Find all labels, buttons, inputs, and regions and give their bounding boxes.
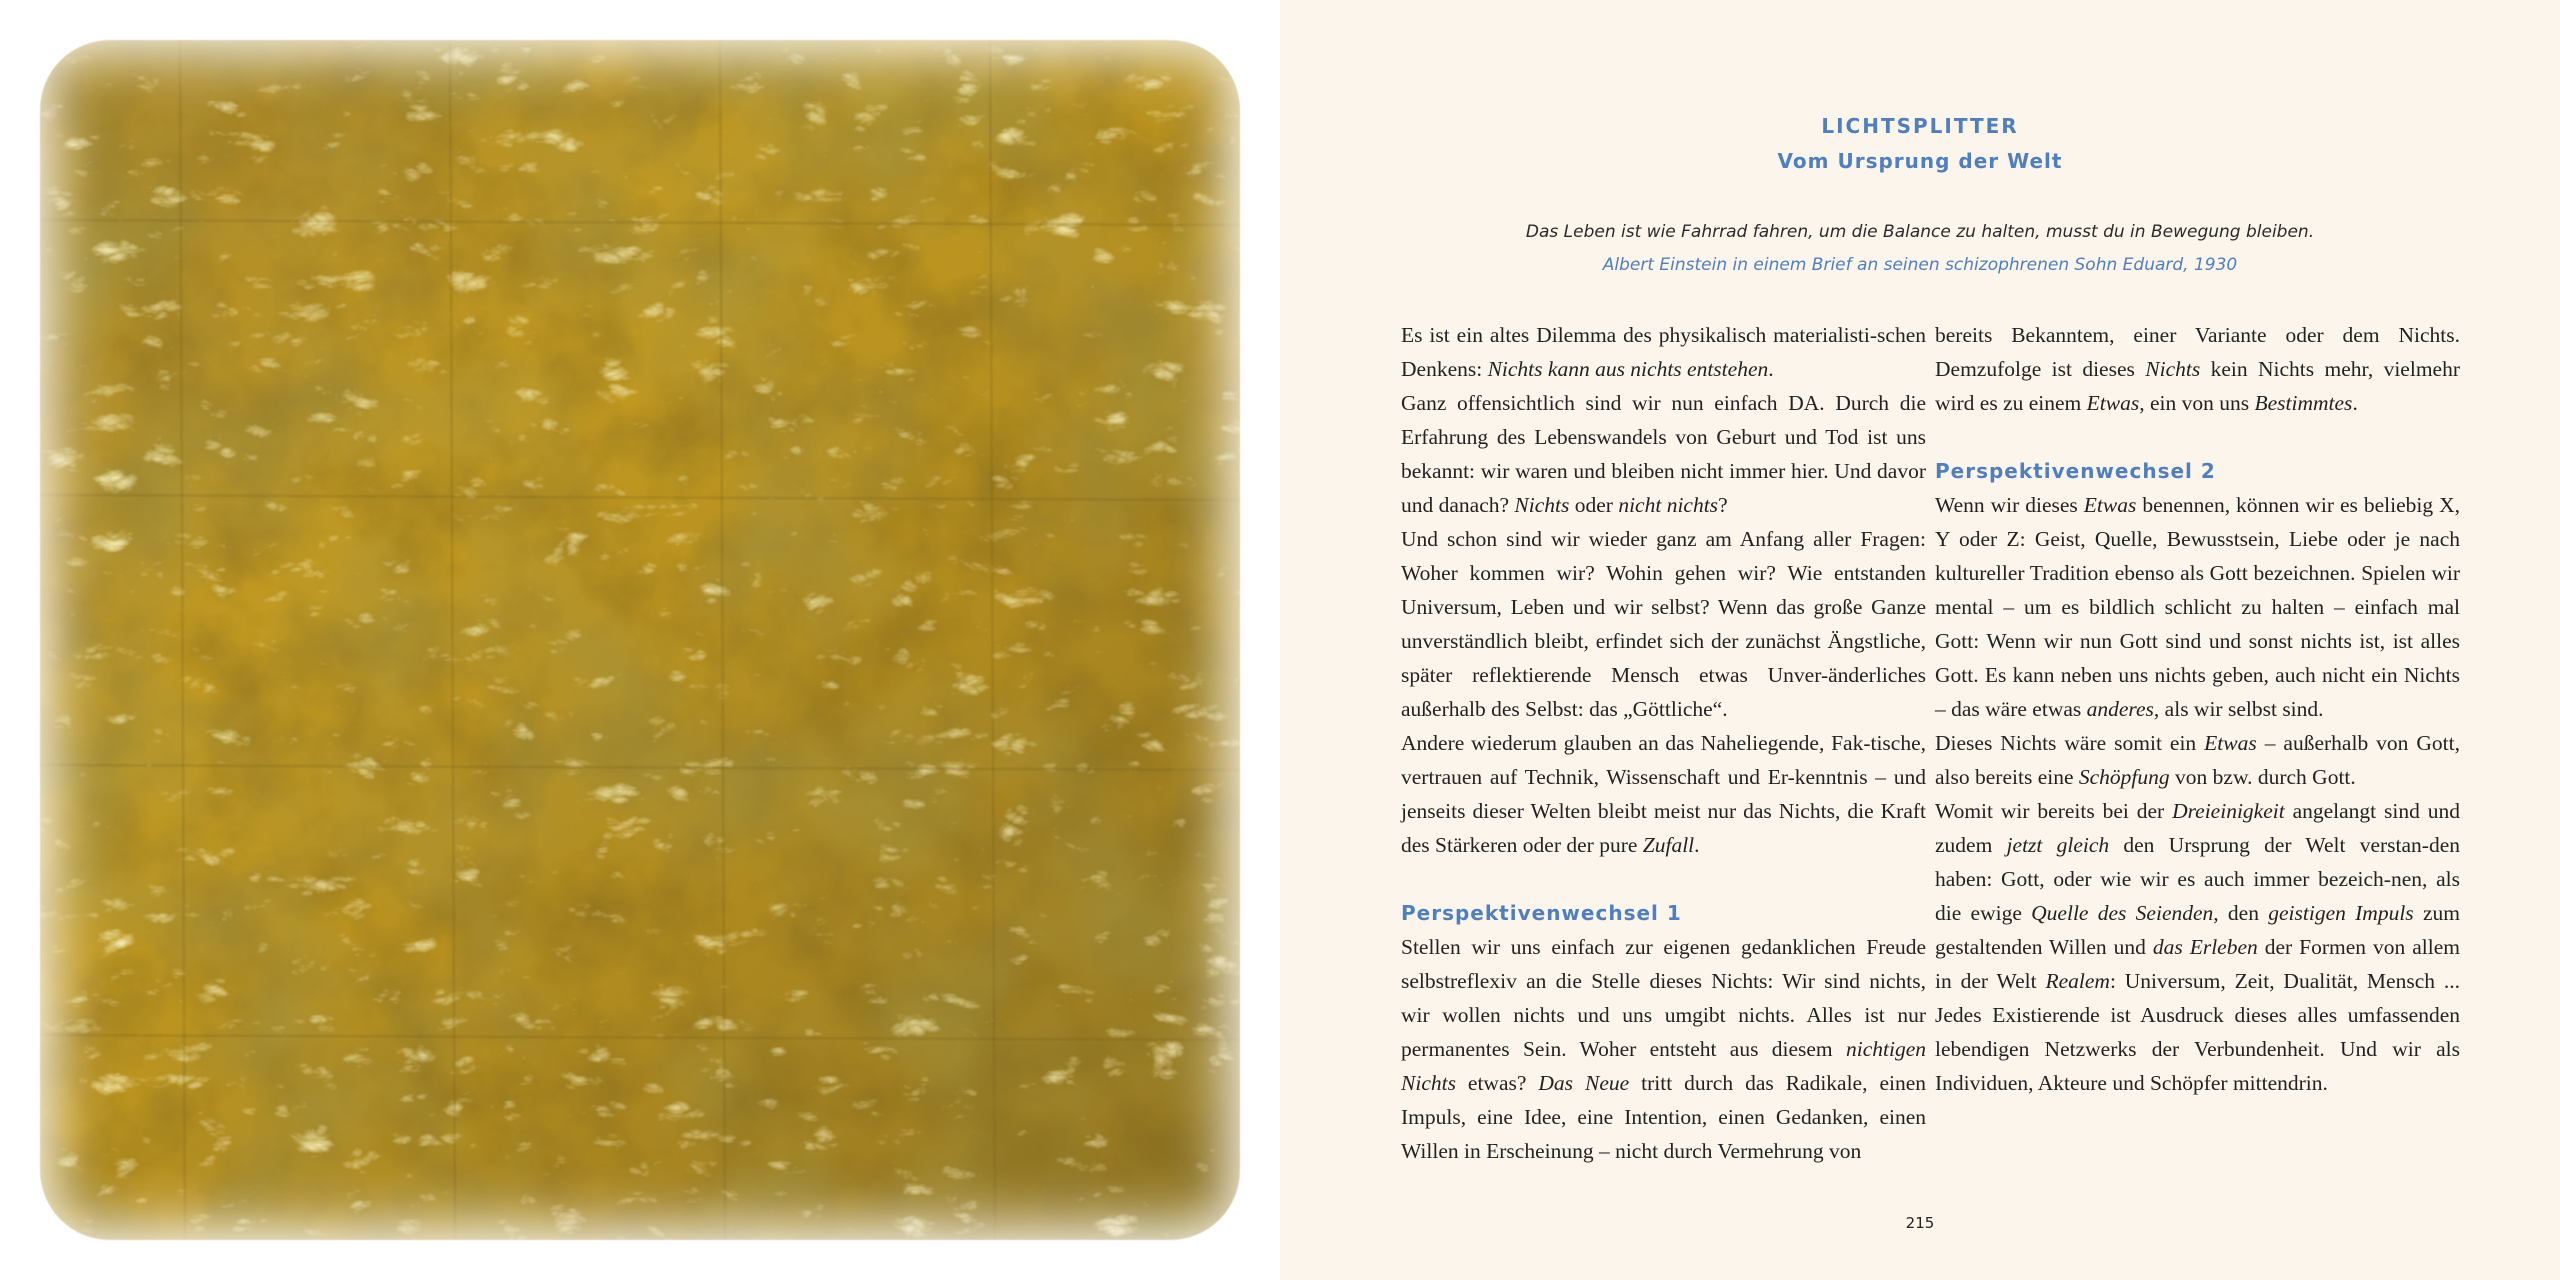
- section-spacer: [1401, 862, 1926, 896]
- paragraph: Andere wiederum glauben an das Naheliegende, Fak-tische, vertrauen auf Technik, Wissenschaft und Er-kenntnis – und jenseits dieser Welten bleibt meist nur das Nichts, die Kraft des Stärkeren oder der pure Zufall.: [1401, 731, 1926, 857]
- emphasis: Bestimmtes: [2254, 391, 2353, 415]
- paragraph: bereits Bekanntem, einer Variante oder dem Nichts. Demzufolge ist dieses Nichts kein Nichts mehr, vielmehr wird es zu einem Etwas, ein von uns Bestimmtes.: [1935, 323, 2460, 415]
- emphasis: Quelle des Seienden: [2031, 901, 2214, 925]
- page-number: 215: [1905, 1214, 1935, 1232]
- gold-leaf-texture: [40, 40, 1240, 1240]
- emphasis: das Erleben: [2152, 935, 2258, 959]
- paragraph: Wenn wir dieses Etwas benennen, können wir es beliebig X, Y oder Z: Geist, Quelle, Bewusstsein, Liebe oder je nach kultureller Tradition ebenso als Gott bezeichnen. Spielen wir mental – um es bildlich schlicht zu halten – einfach mal Gott: Wenn wir nun Gott sind und sonst nichts ist, ist alles Gott. Es kann neben uns nichts geben, auch nicht ein Nichts – das wäre etwas anderes, als wir selbst sind.: [1935, 493, 2460, 721]
- emphasis: Realem: [2045, 969, 2110, 993]
- text-column-right: [1935, 318, 2460, 1100]
- paragraph: Ganz offensichtlich sind wir nun einfach DA. Durch die Erfahrung des Lebenswandels von Geburt und Tod ist uns bekannt: wir waren und bleiben nicht immer hier. Und davor und danach? Nichts oder nicht nichts?: [1401, 391, 1926, 517]
- text-column-left: [1401, 318, 1926, 1168]
- gold-leaf-image: [40, 40, 1240, 1240]
- emphasis: nichtigen Nichts: [1401, 1037, 1926, 1095]
- page-kicker: LICHTSPLITTER: [1821, 114, 2019, 138]
- emphasis: nicht nichts: [1618, 493, 1719, 517]
- emphasis: Etwas: [2086, 391, 2140, 415]
- emphasis: Zufall: [1642, 833, 1695, 857]
- page-title: Vom Ursprung der Welt: [1777, 149, 2063, 173]
- section-heading-1: Perspektivenwechsel 1: [1401, 901, 1682, 925]
- paragraph: Es ist ein altes Dilemma des physikalisch materialisti-schen Denkens: Nichts kann aus nichts entstehen.: [1401, 323, 1926, 381]
- emphasis: Nichts: [1514, 493, 1570, 517]
- section-spacer: [1935, 420, 2460, 454]
- emphasis: geistigen Impuls: [2268, 901, 2414, 925]
- paragraph: Dieses Nichts wäre somit ein Etwas – außerhalb von Gott, also bereits eine Schöpfung von bzw. durch Gott.: [1935, 731, 2460, 789]
- emphasis: Nichts: [2145, 357, 2201, 381]
- paragraph: Stellen wir uns einfach zur eigenen gedanklichen Freude selbstreflexiv an die Stelle dieses Nichts: Wir sind nichts, wir wollen nichts und uns umgibt nichts. Alles ist nur permanentes Sein. Woher entsteht aus diesem nichtigen Nichts etwas? Das Neue tritt durch das Radikale, einen Impuls, eine Idee, eine Intention, einen Gedanken, einen Willen in Erscheinung – nicht durch Vermehrung von: [1401, 935, 1927, 1163]
- section-heading-2: Perspektivenwechsel 2: [1935, 459, 2216, 483]
- paragraph: Womit wir bereits bei der Dreieinigkeit angelangt sind und zudem jetzt gleich den Ursprung der Welt verstan-den haben: Gott, oder wie wir es auch immer bezeich-nen, als die ewige Quelle des Seienden, den geistigen Impuls zum gestaltenden Willen und das Erleben der Formen von allem in der Welt Realem: Universum, Zeit, Dualität, Mensch ... Jedes Existierende ist Ausdruck dieses alles umfassenden lebendigen Netzwerks der Verbundenheit. Und wir als Individuen, Akteure und Schöpfer mittendrin.: [1935, 799, 2460, 1095]
- emphasis: anderes: [2086, 697, 2154, 721]
- emphasis: Dreieinigkeit: [2172, 799, 2285, 823]
- emphasis: Etwas: [2204, 731, 2257, 755]
- emphasis: Das Neue: [1538, 1071, 1630, 1095]
- emphasis: Schöpfung: [2078, 765, 2170, 789]
- paragraph: Und schon sind wir wieder ganz am Anfang aller Fragen: Woher kommen wir? Wohin gehen wir? Wie entstanden Universum, Leben und wir selbst? Wenn das große Ganze unverständlich bleibt, erfindet sich der zunächst Ängstliche, später reflektierende Mensch etwas Unver-änderliches außerhalb des Selbst: das „Göttliche“.: [1401, 527, 1926, 721]
- right-page: [1280, 0, 2560, 1280]
- emphasis: Etwas: [2083, 493, 2137, 517]
- emphasis: Nichts kann aus nichts entstehen: [1487, 357, 1769, 381]
- epigraph-source: Albert Einstein in einem Brief an seinen schizophrenen Sohn Eduard, 1930: [1602, 255, 2238, 275]
- emphasis: jetzt gleich: [2006, 833, 2110, 857]
- epigraph-quote: Das Leben ist wie Fahrrad fahren, um die Balance zu halten, musst du in Bewegung bleiben.: [1525, 222, 2315, 242]
